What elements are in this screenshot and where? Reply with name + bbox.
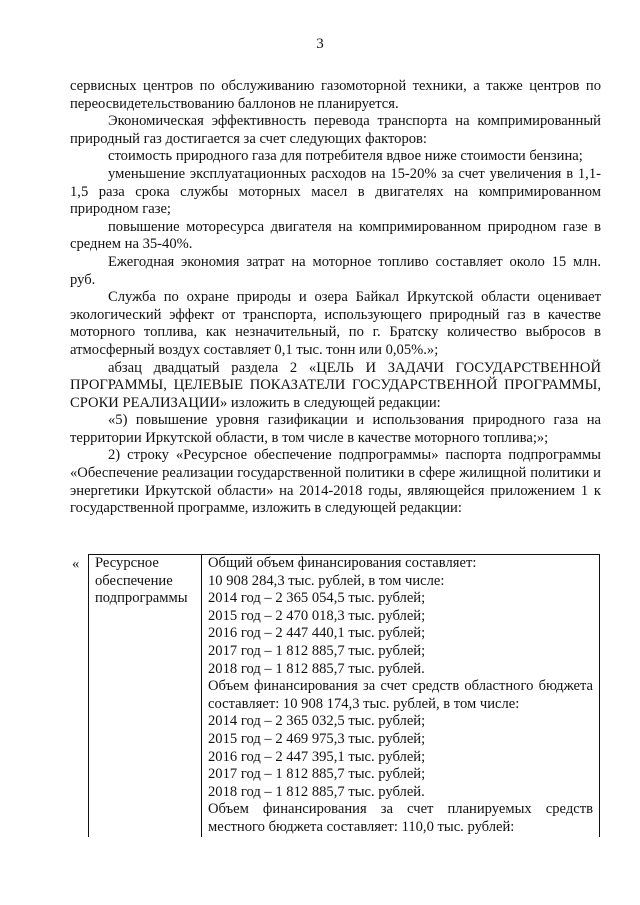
table-line: 2016 год – 2 447 395,1 тыс. рублей; bbox=[208, 748, 426, 765]
table-line: 10 908 284,3 тыс. рублей, в том числе: bbox=[208, 572, 445, 589]
paragraph: стоимость природного газа для потребителя вдвое ниже стоимости бензина; bbox=[108, 148, 583, 165]
table-line: Объем финансирования за счет средств областного бюджета составляет: 10 908 174,3 тыс. рублей, в том числе: bbox=[208, 678, 593, 712]
table-line: 2017 год – 1 812 885,7 тыс. рублей; bbox=[208, 642, 426, 659]
table-line: 2017 год – 1 812 885,7 тыс. рублей; bbox=[208, 766, 426, 783]
paragraph: абзац двадцатый раздела 2 «ЦЕЛЬ И ЗАДАЧИ ГОСУДАРСТВЕННОЙ ПРОГРАММЫ, ЦЕЛЕВЫЕ ПОКАЗАТЕЛИ ГОСУДАРСТВЕННОЙ ПРОГРАММЫ, СРОКИ РЕАЛИЗАЦИИ» изложить в следующей редакции: bbox=[70, 359, 601, 411]
table-line: Общий объем финансирования составляет: bbox=[208, 555, 477, 571]
table-line: 2015 год – 2 469 975,3 тыс. рублей; bbox=[208, 730, 426, 747]
paragraph: Экономическая эффективность перевода транспорта на компримированный природный газ достигается за счет следующих факторов: bbox=[70, 113, 601, 147]
table-line: 2016 год – 2 447 440,1 тыс. рублей; bbox=[208, 625, 426, 642]
paragraph: сервисных центров по обслуживанию газомоторной техники, а также центров по переосвидетельствованию баллонов не планируется. bbox=[70, 78, 601, 112]
paragraph: 2) строку «Ресурсное обеспечение подпрограммы» паспорта подпрограммы «Обеспечение реализации государственной политики в сфере жилищной политики и энергетики Иркутской области» на 2014-2018 годы, являющейся приложением 1 к государственной программе, изложить в следующей редакции: bbox=[70, 447, 601, 517]
paragraph: повышение моторесурса двигателя на компримированном природном газе в среднем на 35-40%. bbox=[70, 218, 601, 253]
paragraph: Ежегодная экономия затрат на моторное топливо составляет около 15 млн. руб. bbox=[70, 253, 601, 288]
resource-label: Ресурсное обеспечение подпрограммы bbox=[95, 555, 188, 607]
table-line: 2015 год – 2 470 018,3 тыс. рублей; bbox=[208, 607, 426, 624]
table-line: 2018 год – 1 812 885,7 тыс. рублей. bbox=[208, 660, 425, 677]
paragraph: уменьшение эксплуатационных расходов на 15-20% за счет увеличения в 1,1-1,5 раза срока службы моторных масел в двигателях на компримированном природном газе; bbox=[70, 165, 601, 218]
open-quote: « bbox=[72, 556, 80, 572]
paragraph: «5) повышение уровня газификации и использования природного газа на территории Иркутской области, в том числе в качестве моторного топлива;»; bbox=[70, 412, 601, 446]
resource-table bbox=[88, 554, 600, 837]
body-text bbox=[70, 78, 601, 518]
resource-values-cell bbox=[202, 555, 600, 837]
table-line: Объем финансирования за счет планируемых средств местного бюджета составляет: 110,0 тыс. рублей: bbox=[208, 801, 593, 835]
paragraph: Служба по охране природы и озера Байкал Иркутской области оценивает экологический эффект от транспорта, использующего природный газ в качестве моторного топлива, как незначительный, по г. Братску количество выбросов в атмосферный воздух составляет 0,1 тыс. тонн или 0,05%.»; bbox=[70, 289, 601, 358]
table-line: 2014 год – 2 365 054,5 тыс. рублей; bbox=[208, 590, 426, 607]
table-line: 2014 год – 2 365 032,5 тыс. рублей; bbox=[208, 713, 426, 730]
resource-label-cell bbox=[89, 555, 202, 837]
table-line: 2018 год – 1 812 885,7 тыс. рублей. bbox=[208, 783, 425, 800]
page-number: 3 bbox=[316, 36, 324, 52]
